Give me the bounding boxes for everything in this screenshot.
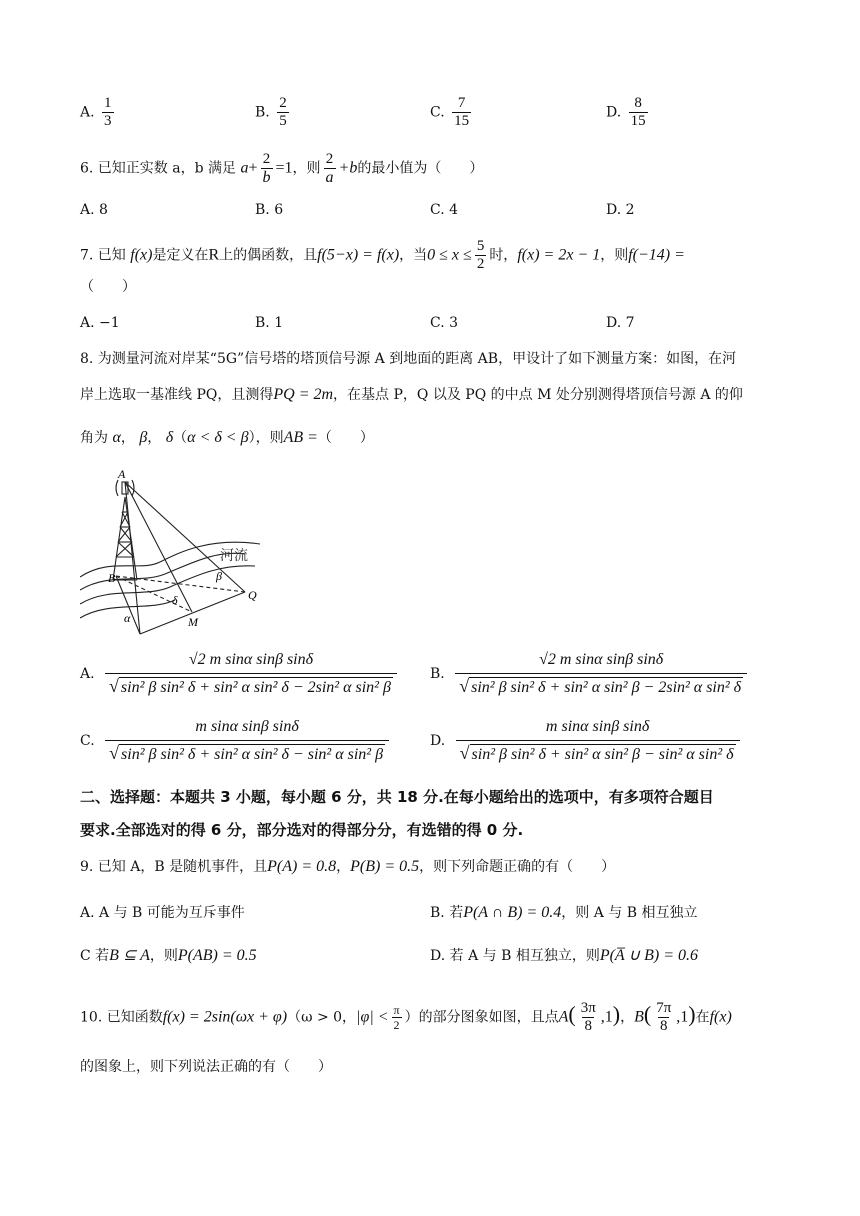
question-9: 9. 已知 A，B 是随机事件，且P(A) = 0.8，P(B) = 0.5，则下列命题正确的有（ ）	[80, 858, 616, 875]
fraction: $\frac{\pi}{2}$	[393, 1003, 400, 1032]
fraction: m sinα sinβ sinδ √ sin² β sin² δ + sin² α sin² δ − sin² α sin² β	[105, 717, 389, 765]
question-10-line2: 的图象上，则下列说法正确的有（ ）	[80, 1059, 332, 1075]
fraction: $\frac{2}{5}$	[279, 95, 287, 129]
question-8-line2: 岸上选取一基准线 PQ，且测得PQ = 2m，在基点 P，Q 以及 PQ 的中点 M 处分别测得塔顶信号源 A 的仰	[80, 386, 743, 403]
figure-label-a: A	[118, 467, 126, 481]
q7-option-d: D. 7	[606, 315, 635, 331]
q8-option-a: A. √2 m sinα sinβ sinδ √ sin² β sin² δ + sin² α sin² δ − 2sin² α sin² β	[80, 650, 397, 698]
figure-label-b: B	[108, 571, 116, 585]
q6-option-c: C. 4	[430, 202, 459, 218]
q9-option-a: A. A 与 B 可能为互斥事件	[80, 905, 245, 921]
question-8-line3: 角为 α， β， δ（α < δ < β），则AB =（ ）	[80, 429, 374, 446]
fraction: $\frac{1}{3}$	[104, 95, 112, 129]
section-2-heading-line2: 要求.全部选对的得 6 分，部分选对的得部分分，有选错的得 0 分.	[80, 821, 524, 839]
q7-option-a: A. −1	[80, 315, 120, 331]
fraction: $\frac{7\pi}{8}$	[656, 1000, 672, 1034]
section-2-heading: 二、选择题：本题共 3 小题，每小题 6 分，共 18 分.在每小题给出的选项中，有多项符合题目	[80, 788, 714, 806]
q8-option-c: C. m sinα sinβ sinδ √ sin² β sin² δ + sin² α sin² δ − sin² α sin² β	[80, 717, 389, 765]
q5-option-a: A. $\frac{1}{3}$	[80, 95, 112, 129]
q9-option-c: C 若B ⊆ A，则P(AB) = 0.5	[80, 947, 257, 964]
figure-label-beta: β	[216, 569, 222, 583]
question-8-line1: 8. 为测量河流对岸某“5G”信号塔的塔顶信号源 A 到地面的距离 AB，甲设计了如下测量方案：如图，在河	[80, 351, 737, 367]
question-7-line2: （ ）	[80, 279, 136, 295]
q5-option-b: B. $\frac{2}{5}$	[255, 95, 287, 129]
figure-label-river: 河流	[220, 548, 248, 564]
q6-option-d: D. 2	[606, 202, 635, 218]
q9-option-b: B. 若P(A ∩ B) = 0.4，则 A 与 B 相互独立	[430, 904, 698, 921]
fraction: $\frac{3\pi}{8}$	[580, 1000, 596, 1034]
figure-label-alpha: α	[124, 611, 131, 625]
fraction: √2 m sinα sinβ sinδ √ sin² β sin² δ + sin² α sin² δ − 2sin² α sin² β	[105, 650, 397, 698]
figure-label-q: Q	[248, 588, 257, 602]
fraction: $\frac{2}{b}$	[262, 151, 271, 186]
tower-river-figure	[80, 462, 280, 642]
q5-option-d: D. $\frac{8}{15}$	[606, 95, 646, 129]
fraction: m sinα sinβ sinδ √ sin² β sin² δ + sin² α sin² β − sin² α sin² δ	[456, 717, 740, 765]
q6-option-a: A. 8	[80, 202, 108, 218]
figure-label-m: M	[188, 615, 198, 629]
sqrt: √ sin² β sin² δ + sin² α sin² δ − sin² α sin² β	[109, 743, 384, 763]
sqrt: √ sin² β sin² δ + sin² α sin² β − sin² α sin² δ	[459, 743, 734, 763]
q9-option-d: D. 若 A 与 B 相互独立，则P(A̅ ∪ B) = 0.6	[430, 947, 699, 964]
q7-option-b: B. 1	[255, 315, 284, 331]
q6-option-b: B. 6	[255, 202, 284, 218]
question-7: 7. 已知 f(x)是定义在R上的偶函数，且f(5−x) = f(x)，当0 ≤ x ≤ $\frac{5}{2}$ 时，f(x) = 2x − 1，则f(−14) =	[80, 238, 685, 272]
fraction: $\frac{5}{2}$	[476, 238, 485, 272]
figure-label-delta: δ	[172, 593, 178, 607]
question-10: 10. 已知函数f(x) = 2sin(ωx + φ)（ω > 0，|φ| < $\frac{\pi}{2}$ ）的部分图象如图，且点A( $\frac{3\pi}{8}$ ,1)，B( $\frac{7\pi}{8}$ ,1)在f(x)	[80, 1000, 732, 1034]
fraction: $\frac{2}{a}$	[325, 151, 334, 186]
q8-option-b: B. √2 m sinα sinβ sinδ √ sin² β sin² δ + sin² α sin² β − 2sin² α sin² δ	[430, 650, 747, 698]
sqrt: √ sin² β sin² δ + sin² α sin² β − 2sin² α sin² δ	[459, 676, 742, 696]
question-6: 6. 已知正实数 a，b 满足 a+ $\frac{2}{b}$ =1，则 $\frac{2}{a}$ +b的最小值为（ ）	[80, 151, 484, 186]
fraction: √2 m sinα sinβ sinδ √ sin² β sin² δ + sin² α sin² β − 2sin² α sin² δ	[455, 650, 747, 698]
q5-option-c: C. $\frac{7}{15}$	[430, 95, 470, 129]
sqrt: √ sin² β sin² δ + sin² α sin² δ − 2sin² α sin² β	[109, 676, 391, 696]
q7-option-c: C. 3	[430, 315, 459, 331]
fraction: $\frac{7}{15}$	[454, 95, 470, 129]
q8-option-d: D. m sinα sinβ sinδ √ sin² β sin² δ + sin² α sin² β − sin² α sin² δ	[430, 717, 740, 765]
fraction: $\frac{8}{15}$	[630, 95, 646, 129]
